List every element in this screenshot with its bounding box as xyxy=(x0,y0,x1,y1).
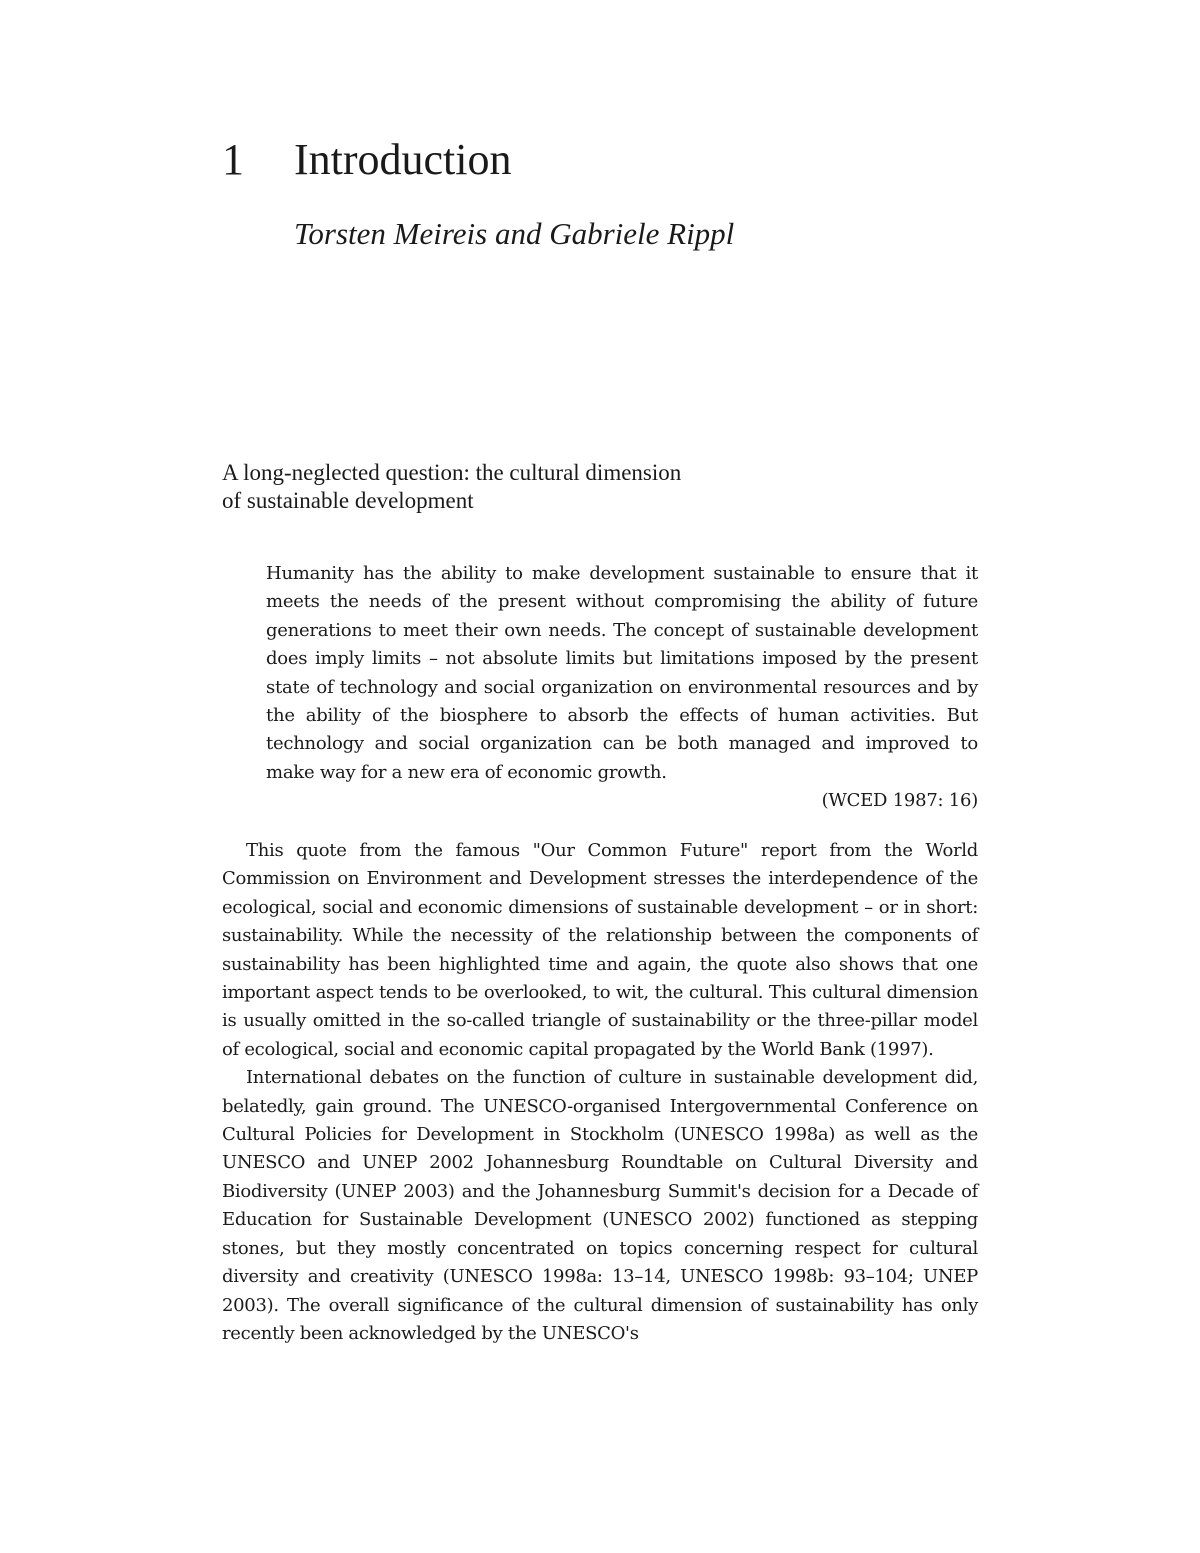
section-heading-line-2: of sustainable development xyxy=(222,488,474,513)
body-paragraph-2: International debates on the function of culture in sustainable development did, belatedly, gain ground. The UNESCO-organised Intergovernmental Conference on Cultural Policies for Development in Stockholm (UNESCO 1998a) as well as the UNESCO and UNEP 2002 Johannesburg Roundtable on Cultural Diversity and Biodiversity (UNEP 2003) and the Johannesburg Summit's decision for a Decade of Education for Sustainable Development (UNESCO 2002) functioned as stepping stones, but they mostly concentrated on topics concerning respect for cultural diversity and creativity (UNESCO 1998a: 13–14, UNESCO 1998b: 93–104; UNEP 2003). The overall significance of the cultural dimension of sustainability has only recently been acknowledged by the UNESCO's xyxy=(222,1067,978,1344)
chapter-authors: Torsten Meireis and Gabriele Rippl xyxy=(294,216,735,251)
quote-text: Humanity has the ability to make development sustainable to ensure that it meets the needs of the present without compromising the ability of future generations to meet their own needs. The concept of sustainable development does imply limits – not absolute limits but limitations imposed by the present state of technology and social organization on environmental resources and by the ability of the biosphere to absorb the effects of human activities. But technology and social organization can be both managed and improved to make way for a new era of economic growth. xyxy=(266,563,978,783)
chapter-number: 1 xyxy=(222,135,244,184)
chapter-title: Introduction xyxy=(294,135,512,184)
body-text xyxy=(222,837,978,1348)
chapter-header xyxy=(222,134,512,185)
section-heading-line-1: A long-neglected question: the cultural dimension xyxy=(222,460,682,485)
section-heading xyxy=(222,459,842,515)
body-paragraph-1: This quote from the famous "Our Common Future" report from the World Commission on Environment and Development stresses the interdependence of the ecological, social and economic dimensions of sustainable development – or in short: sustainability. While the necessity of the relationship between the components of sustainability has been highlighted time and again, the quote also shows that one important aspect tends to be overlooked, to wit, the cultural. This cultural dimension is usually omitted in the so-called triangle of sustainability or the three-pillar model of ecological, social and economic capital propagated by the World Bank (1997). xyxy=(222,840,978,1060)
block-quote xyxy=(266,560,978,816)
quote-citation: (WCED 1987: 16) xyxy=(821,790,978,812)
